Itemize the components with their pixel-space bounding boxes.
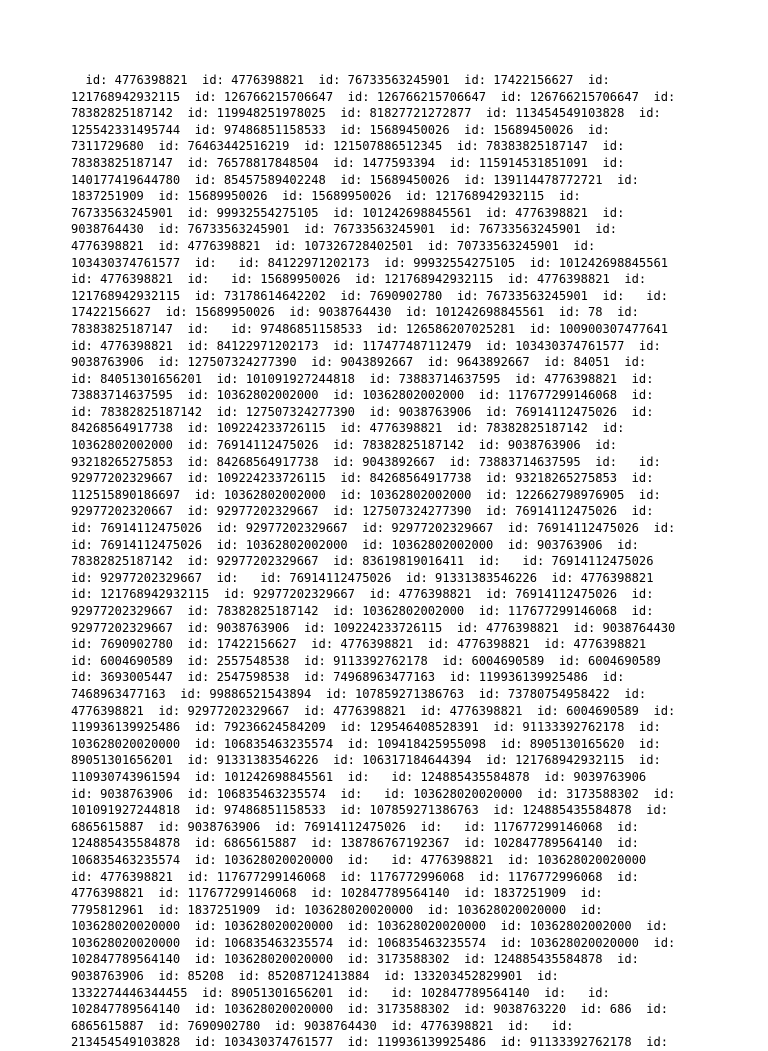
text-line: 92977202329667 id: 109224233726115 id: 84268564917738 id: 93218265275853 id: bbox=[71, 471, 654, 486]
text-line: 110930743961594 id: 101242698845561 id: id: 124885435584878 id: 9039763906 bbox=[71, 769, 647, 784]
text-line: id: 4776398821 id: 4776398821 id: 76733563245901 id: 17422156627 id: bbox=[71, 73, 610, 87]
text-line: id: 84051301656201 id: 101091927244818 id: 73883714637595 id: 4776398821 id: bbox=[71, 371, 654, 386]
text-line: id: 76914112475026 id: 10362802002000 id: 10362802002000 id: 903763906 id: bbox=[71, 537, 639, 552]
text-line: 78383825187147 id: 76578817848504 id: 1477593394 id: 115914531851091 id: bbox=[71, 155, 625, 170]
text-line: 78382825187142 id: 119948251978025 id: 81827721272877 id: 113454549103828 id: bbox=[71, 106, 661, 121]
text-line: 103628020020000 id: 106835463235574 id: 109418425955098 id: 8905130165620 id: bbox=[71, 736, 661, 751]
text-line: 4776398821 id: 117677299146068 id: 102847789564140 id: 1837251909 id: bbox=[71, 886, 603, 901]
text-line: 92977202329667 id: 9038763906 id: 109224233726115 id: 4776398821 id: 9038764430 bbox=[71, 620, 676, 635]
text-line: id: 4776398821 id: id: 15689950026 id: 121768942932115 id: 4776398821 id: bbox=[71, 272, 647, 287]
text-line: 125542331495744 id: 97486851158533 id: 15689450026 id: 15689450026 id: bbox=[71, 122, 610, 137]
text-line: id: 4776398821 id: 117677299146068 id: 1176772996068 id: 1176772996068 id: bbox=[71, 869, 639, 884]
text-line: 92977202320667 id: 92977202329667 id: 127507324277390 id: 76914112475026 id: bbox=[71, 504, 654, 519]
text-line: 89051301656201 id: 91331383546226 id: 106317184644394 id: 121768942932115 id: bbox=[71, 753, 661, 768]
text-line: 76733563245901 id: 99932554275105 id: 101242698845561 id: 4776398821 id: bbox=[71, 205, 625, 220]
text-line: id: 6004690589 id: 2557548538 id: 9113392762178 id: 6004690589 id: 6004690589 bbox=[71, 653, 661, 668]
text-line: id: 121768942932115 id: 92977202329667 id: 4776398821 id: 76914112475026 id: bbox=[71, 587, 654, 602]
text-line: id: 9038763906 id: 106835463235574 id: id: 103628020020000 id: 3173588302 id: bbox=[71, 786, 676, 801]
text-line: id: 78382825187142 id: 127507324277390 id: 9038763906 id: 76914112475026 id: bbox=[71, 404, 654, 419]
text-line: 7311729680 id: 76463442516219 id: 121507886512345 id: 78383825187147 id: bbox=[71, 139, 625, 154]
text-line: 4776398821 id: 92977202329667 id: 4776398821 id: 4776398821 id: 6004690589 id: bbox=[71, 703, 676, 718]
text-line: 4776398821 id: 4776398821 id: 107326728402501 id: 70733563245901 id: bbox=[71, 238, 596, 253]
text-line: 1332274446344455 id: 89051301656201 id: id: 102847789564140 id: id: bbox=[71, 985, 610, 1000]
text-line: 140177419644780 id: 85457589402248 id: 15689450026 id: 139114478772721 id: bbox=[71, 172, 639, 187]
text-line: 9038763906 id: 85208 id: 85208712413884 id: 133203452829901 id: bbox=[71, 969, 559, 984]
text-line: 101091927244818 id: 97486851158533 id: 107859271386763 id: 124885435584878 id: bbox=[71, 803, 669, 818]
text-line: 6865615887 id: 9038763906 id: 76914112475026 id: id: 117677299146068 id: bbox=[71, 819, 639, 834]
text-line: 124885435584878 id: 6865615887 id: 138786767192367 id: 102847789564140 id: bbox=[71, 836, 639, 851]
text-line: id: 4776398821 id: 84122971202173 id: 117477487112479 id: 103430374761577 id: bbox=[71, 338, 661, 353]
text-line: id: 7690902780 id: 17422156627 id: 4776398821 id: 4776398821 id: 4776398821 bbox=[71, 637, 647, 652]
text-line: 93218265275853 id: 84268564917738 id: 9043892667 id: 73883714637595 id: id: bbox=[71, 454, 661, 469]
text-line: 7795812961 id: 1837251909 id: 103628020020000 id: 103628020020000 id: bbox=[71, 902, 603, 917]
text-line: 112515890186697 id: 10362802002000 id: 10362802002000 id: 122662798976905 id: bbox=[71, 487, 661, 502]
text-line: id: 3693005447 id: 2547598538 id: 74968963477163 id: 119936139925486 id: bbox=[71, 670, 625, 685]
text-line: 73883714637595 id: 10362802002000 id: 10362802002000 id: 117677299146068 id: bbox=[71, 388, 654, 403]
text-line: 102847789564140 id: 103628020020000 id: 3173588302 id: 9038763220 id: 686 id: bbox=[71, 1002, 669, 1017]
text-line: 121768942932115 id: 126766215706647 id: 126766215706647 id: 126766215706647 id: bbox=[71, 89, 676, 104]
text-line: 103628020020000 id: 106835463235574 id: 106835463235574 id: 103628020020000 id: bbox=[71, 935, 676, 950]
text-line: id: 76914112475026 id: 92977202329667 id: 92977202329667 id: 76914112475026 id: bbox=[71, 521, 676, 536]
text-line: 119936139925486 id: 79236624584209 id: 129546408528391 id: 91133392762178 id: bbox=[71, 720, 661, 735]
text-line: 213454549103828 id: 103430374761577 id: 119936139925486 id: 91133392762178 id: bbox=[71, 1035, 669, 1050]
text-line: 78383825187147 id: id: 97486851158533 id: 126586207025281 id: 100900307477641 bbox=[71, 321, 669, 336]
text-line: 9038764430 id: 76733563245901 id: 76733563245901 id: 76733563245901 id: bbox=[71, 222, 618, 237]
text-line: 7468963477163 id: 99886521543894 id: 107859271386763 id: 73780754958422 id: bbox=[71, 686, 647, 701]
text-line: 6865615887 id: 7690902780 id: 9038764430 id: 4776398821 id: id: bbox=[71, 1018, 574, 1033]
text-line: 78382825187142 id: 92977202329667 id: 83619819016411 id: id: 76914112475026 bbox=[71, 554, 654, 569]
text-line: 1837251909 id: 15689950026 id: 15689950026 id: 121768942932115 id: bbox=[71, 189, 581, 204]
text-line: 121768942932115 id: 73178614642202 id: 7690902780 id: 76733563245901 id: id: bbox=[71, 288, 669, 303]
text-line: 92977202329667 id: 78382825187142 id: 10362802002000 id: 117677299146068 id: bbox=[71, 604, 654, 618]
id-listing-text bbox=[71, 72, 711, 1051]
text-line: 103628020020000 id: 103628020020000 id: 103628020020000 id: 10362802002000 id: bbox=[71, 919, 669, 934]
text-line: 84268564917738 id: 109224233726115 id: 4776398821 id: 78382825187142 id: bbox=[71, 421, 625, 436]
text-line: id: 92977202329667 id: id: 76914112475026 id: 91331383546226 id: 4776398821 bbox=[71, 570, 654, 585]
text-line: 17422156627 id: 15689950026 id: 9038764430 id: 101242698845561 id: 78 id: bbox=[71, 305, 639, 320]
text-line: 10362802002000 id: 76914112475026 id: 78382825187142 id: 9038763906 id: bbox=[71, 438, 618, 453]
text-line: 103430374761577 id: id: 84122971202173 id: 99932554275105 id: 101242698845561 bbox=[71, 255, 669, 270]
text-line: 102847789564140 id: 103628020020000 id: 3173588302 id: 124885435584878 id: bbox=[71, 952, 639, 967]
text-line: 9038763906 id: 127507324277390 id: 9043892667 id: 9643892667 id: 84051 id: bbox=[71, 355, 647, 370]
text-line: 106835463235574 id: 103628020020000 id: id: 4776398821 id: 103628020020000 bbox=[71, 852, 647, 867]
